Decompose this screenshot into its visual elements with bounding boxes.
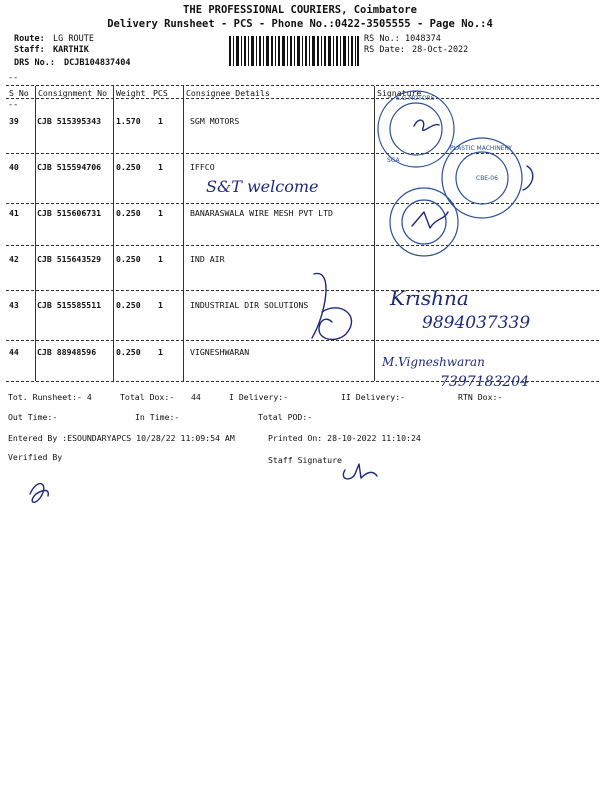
row-consignment: CJB 515594706 [37, 162, 102, 172]
row-sno: 43 [9, 300, 19, 310]
row43-signature: Krishna [390, 286, 469, 310]
row40-handwriting: S&T welcome [206, 177, 319, 196]
col-pcs: PCS [153, 88, 168, 98]
row-consignment: CJB 515643529 [37, 254, 102, 264]
drs-label: DRS No.: [14, 58, 55, 68]
row-sno: 40 [9, 162, 19, 172]
signature-area [372, 86, 600, 386]
ii-delivery: II Delivery:- [341, 392, 406, 402]
row44-name: M.Vigneshwaran [382, 355, 485, 369]
row-consignment: CJB 515395343 [37, 116, 102, 126]
i-delivery: I Delivery:- [229, 392, 289, 402]
row-pcs: 1 [158, 208, 163, 218]
in-time: In Time:- [135, 412, 180, 422]
printed-on: Printed On: 28-10-2022 11:10:24 [268, 433, 421, 443]
drs-value: DCJB104837404 [64, 58, 131, 68]
row-consignee: SGM MOTORS [190, 116, 240, 126]
row43-phone: 9894037339 [422, 313, 531, 333]
row-sno: 42 [9, 254, 19, 264]
col-weight: Weight [116, 88, 146, 98]
barcode [229, 36, 359, 66]
row-sno: 39 [9, 116, 19, 126]
dks-stamp [390, 188, 458, 256]
staff-signature: Staff Signature [268, 455, 342, 465]
row-pcs: 1 [158, 116, 163, 126]
rs-date-value: 28-Oct-2022 [412, 45, 469, 55]
rs-no-value: 1048374 [405, 34, 441, 44]
dash-marker: -- [8, 73, 19, 83]
svg-text:S.G MOTORS: S.G MOTORS [396, 95, 435, 102]
runsheet-subtitle: Delivery Runsheet - PCS - Phone No.:0422-3505555 - Page No.:4 [107, 18, 493, 30]
verified-by: Verified By [8, 452, 63, 462]
total-dox-value: 44 [191, 392, 201, 402]
row-pcs: 1 [158, 347, 163, 357]
col-signature: Signature [377, 88, 422, 98]
row-pcs: 1 [158, 162, 163, 172]
row-consignee: IND AIR [190, 254, 225, 264]
row-weight: 0.250 [116, 162, 141, 172]
round-company-stamp [378, 91, 454, 167]
rs-date-label: RS Date: [364, 45, 405, 55]
row-sno: 44 [9, 347, 19, 357]
verifier-signature [30, 484, 48, 503]
total-dox-label: Total Dox:- [120, 392, 175, 402]
row39-signature [414, 120, 439, 130]
row-consignee: INDUSTRIAL DIR SOLUTIONS [190, 300, 309, 310]
svg-text:PLASTIC MACHINERY: PLASTIC MACHINERY [450, 145, 512, 152]
col-consignment: Consignment No [38, 88, 108, 98]
total-pod: Total POD:- [258, 412, 313, 422]
row-weight: 0.250 [116, 347, 141, 357]
col-consignee: Consignee Details [186, 88, 270, 98]
rtn-dox: RTN Dox:- [458, 392, 503, 402]
staff-value: KARTHIK [53, 45, 89, 55]
row44-phone: 7397183204 [440, 374, 530, 390]
row-consignment: CJB 88948596 [37, 347, 97, 357]
row-consignment: CJB 515585511 [37, 300, 102, 310]
entered-by: Entered By :ESOUNDARYAPCS 10/28/22 11:09:54 AM [8, 433, 235, 443]
staff-signature-mark [343, 464, 377, 479]
company-title: THE PROFESSIONAL COURIERS, Coimbatore [183, 4, 417, 16]
staff-label: Staff: [14, 45, 45, 55]
row-weight: 0.250 [116, 300, 141, 310]
row-weight: 0.250 [116, 208, 141, 218]
out-time: Out Time:- [8, 412, 58, 422]
row-consignment: CJB 515606731 [37, 208, 102, 218]
dash-marker-2: -- [8, 100, 19, 110]
row40-mark [523, 166, 533, 190]
row-consignee: VIGNESHWARAN [190, 347, 250, 357]
row-sno: 41 [9, 208, 19, 218]
row41-signature [412, 212, 448, 228]
row43-sign-mark [312, 273, 352, 339]
svg-text:CBE-06: CBE-06 [476, 175, 498, 182]
row-weight: 1.570 [116, 116, 141, 126]
row-consignee: IFFCO [190, 162, 215, 172]
row-pcs: 1 [158, 300, 163, 310]
row-consignee: BANARASWALA WIRE MESH PVT LTD [190, 208, 333, 218]
tot-runsheet: Tot. Runsheet:- 4 [8, 392, 92, 402]
col-sno: S No [9, 88, 29, 98]
route-label: Route: [14, 34, 45, 44]
rs-no-label: RS No.: [364, 34, 400, 44]
svg-text:SGA: SGA [387, 157, 400, 164]
row-weight: 0.250 [116, 254, 141, 264]
row-pcs: 1 [158, 254, 163, 264]
route-value: LG ROUTE [53, 34, 94, 44]
